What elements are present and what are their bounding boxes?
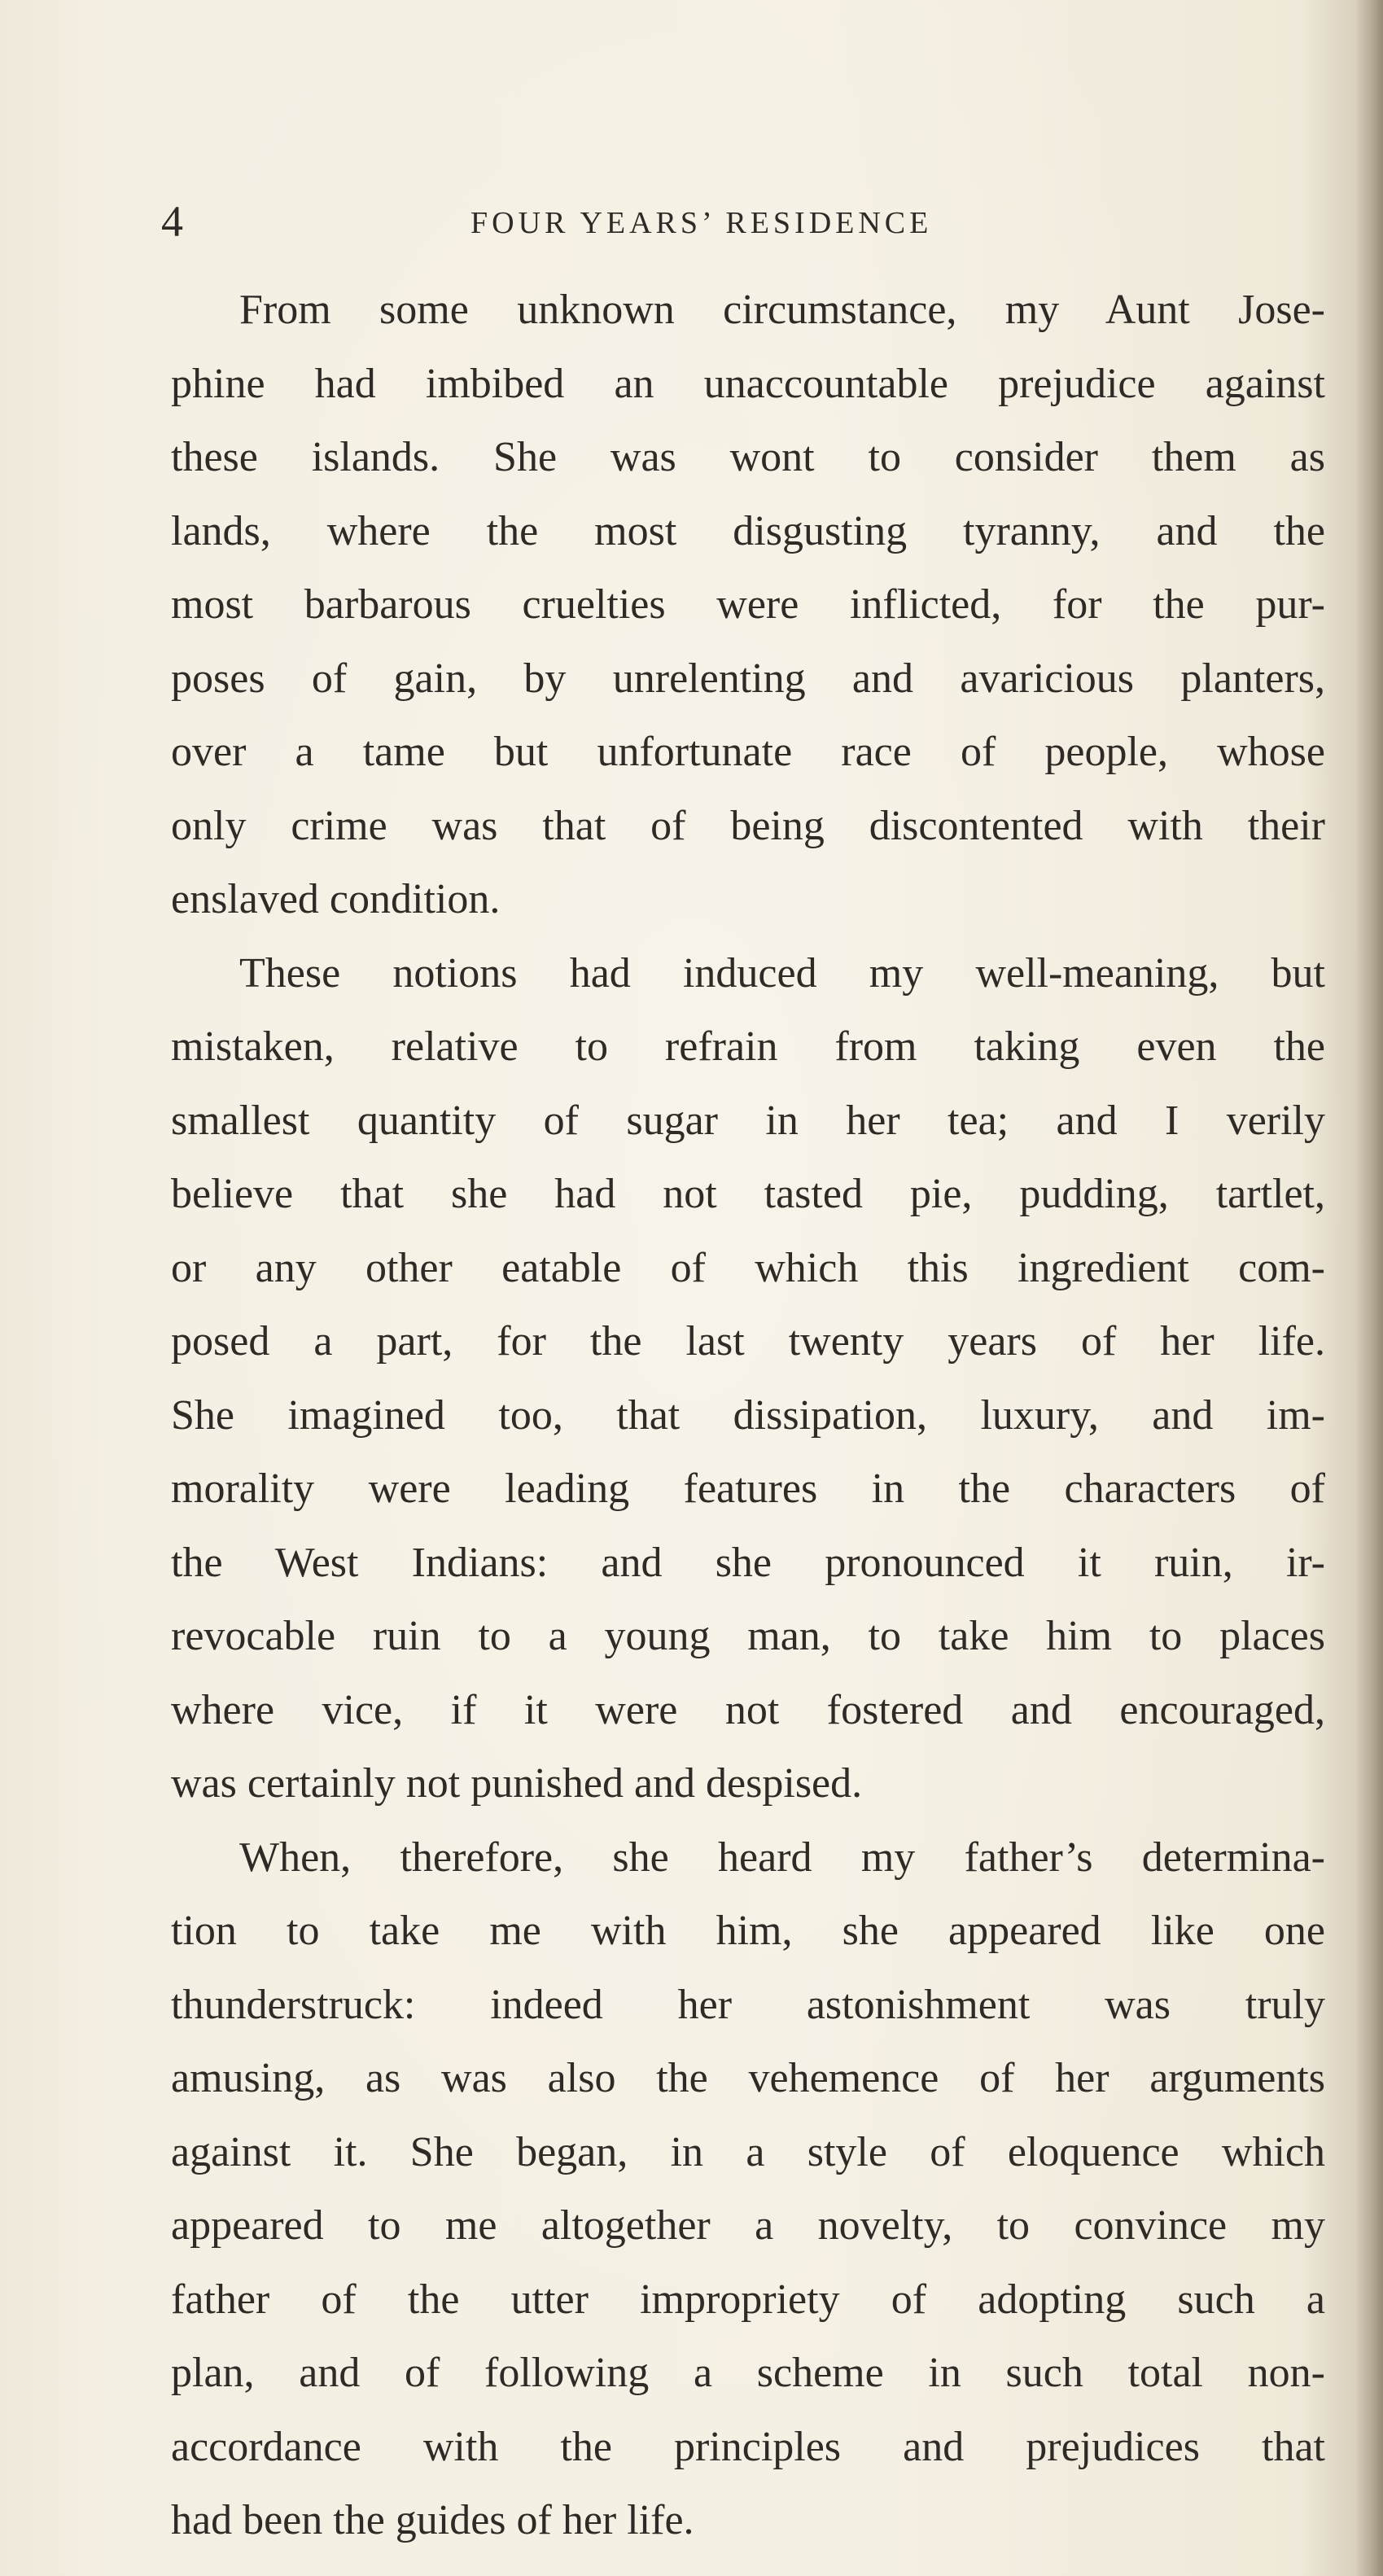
text-line: posed a part, for the last twenty years of her life.	[171, 1318, 1325, 1365]
text-line: or any other eatable of which this ingredient com-	[171, 1244, 1325, 1291]
text-line: smallest quantity of sugar in her tea; and I verily	[171, 1097, 1325, 1144]
text-line: over a tame but unfortunate race of people, whose	[171, 729, 1325, 775]
text-line: revocable ruin to a young man, to take him to places	[171, 1613, 1325, 1659]
text-line: father of the utter impropriety of adopting such a	[171, 2276, 1325, 2323]
text-line: appeared to me altogether a novelty, to convince my	[171, 2202, 1325, 2249]
paragraph-3	[171, 1821, 1325, 2558]
text-line: plan, and of following a scheme in such total non-	[171, 2350, 1325, 2396]
running-head: FOUR YEARS’ RESIDENCE	[470, 206, 933, 240]
text-line: only crime was that of being discontented with their	[171, 802, 1325, 849]
text-line: the West Indians: and she pronounced it ruin, ir-	[171, 1539, 1325, 1586]
text-line: thunderstruck: indeed her astonishment was truly	[171, 1981, 1325, 2028]
text-line: mistaken, relative to refrain from taking even the	[171, 1023, 1325, 1070]
text-line: tion to take me with him, she appeared like one	[171, 1908, 1325, 1954]
text-line: had been the guides of her life.	[171, 2497, 694, 2543]
page-header	[161, 189, 1317, 254]
paragraph-1	[171, 274, 1325, 937]
text-line: enslaved condition.	[171, 876, 501, 922]
text-line: She imagined too, that dissipation, luxury, and im-	[171, 1391, 1325, 1439]
text-line: These notions had induced my well-meaning, but	[239, 949, 1325, 997]
text-line: When, therefore, she heard my father’s determina-	[239, 1833, 1325, 1881]
paragraph-2	[171, 937, 1325, 1821]
text-line: was certainly not punished and despised.	[171, 1760, 863, 1807]
spine-shadow	[1355, 0, 1383, 2576]
text-line: most barbarous cruelties were inflicted, for the pur-	[171, 581, 1325, 628]
text-line: From some unknown circumstance, my Aunt Jose-	[239, 287, 1325, 333]
text-line: accordance with the principles and prejudices that	[171, 2423, 1325, 2470]
text-line: against it. She began, in a style of eloquence which	[171, 2128, 1325, 2175]
text-line: phine had imbibed an unaccountable prejudice against	[171, 360, 1325, 407]
body-text	[171, 274, 1325, 2558]
text-line: believe that she had not tasted pie, pudding, tartlet,	[171, 1171, 1325, 1217]
text-line: amusing, as was also the vehemence of her arguments	[171, 2055, 1325, 2101]
text-line: morality were leading features in the characters of	[171, 1465, 1325, 1512]
page-number: 4	[161, 197, 183, 246]
text-line: these islands. She was wont to consider them as	[171, 434, 1325, 480]
text-line: lands, where the most disgusting tyranny, and the	[171, 507, 1325, 554]
text-line: poses of gain, by unrelenting and avaricious planters,	[171, 655, 1325, 702]
text-line: where vice, if it were not fostered and encouraged,	[171, 1686, 1325, 1733]
